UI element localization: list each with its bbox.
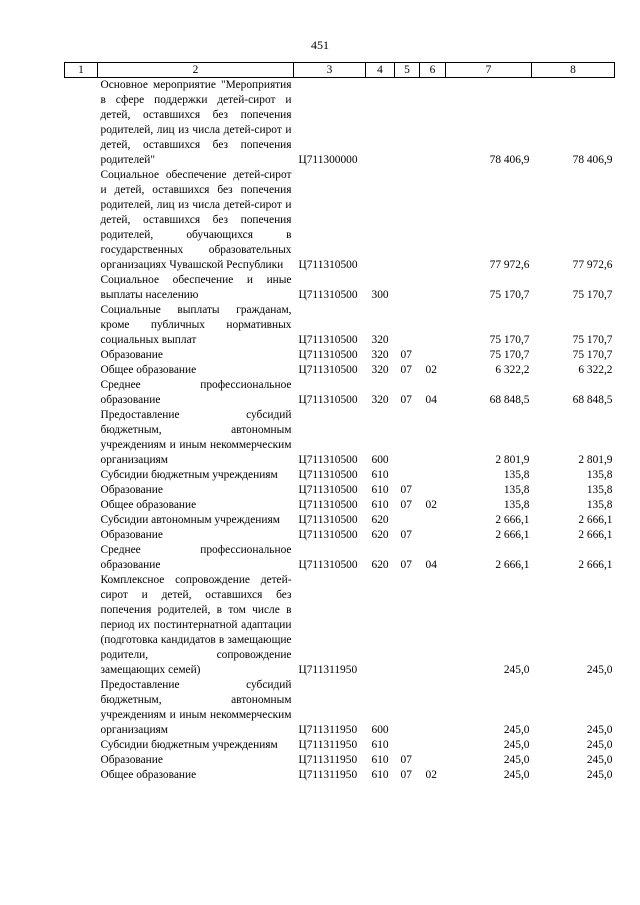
row-section	[395, 573, 420, 678]
table-row	[65, 528, 615, 543]
row-expense-type: 300	[371, 289, 389, 301]
column-number: 2	[98, 63, 294, 78]
table-row	[65, 543, 615, 573]
row-amount-1: 75 170,7	[489, 349, 530, 361]
row-target-article: Ц711311950	[298, 724, 358, 736]
row-amount-1: 68 848,5	[489, 394, 530, 406]
row-subsection	[420, 753, 446, 768]
row-amount-1: 2 666,1	[495, 559, 530, 571]
table-row	[65, 78, 615, 169]
row-target-article: Ц711310500	[298, 499, 358, 511]
row-expense-type	[366, 573, 395, 678]
table-row	[65, 678, 615, 738]
row-amount-2: 245,0	[586, 754, 613, 766]
column-number: 5	[395, 63, 420, 78]
row-subsection: 02	[425, 769, 437, 781]
table-body	[65, 78, 615, 784]
row-expense-type	[366, 78, 395, 169]
row-amount-2: 135,8	[586, 499, 613, 511]
row-amount-2: 245,0	[586, 769, 613, 781]
row-amount-2: 75 170,7	[572, 349, 613, 361]
row-amount-2: 75 170,7	[572, 289, 613, 301]
row-amount-1: 245,0	[503, 739, 530, 751]
row-subsection	[420, 348, 446, 363]
row-amount-1: 245,0	[503, 664, 530, 676]
row-empty-cell	[65, 78, 98, 169]
table-row	[65, 573, 615, 678]
row-section: 07	[400, 529, 412, 541]
row-subsection	[420, 168, 446, 273]
row-empty-cell	[65, 768, 98, 783]
row-empty-cell	[65, 498, 98, 513]
row-section	[395, 408, 420, 468]
row-amount-2: 2 666,1	[578, 559, 613, 571]
row-empty-cell	[65, 738, 98, 753]
row-empty-cell	[65, 753, 98, 768]
row-section	[395, 678, 420, 738]
row-amount-2: 78 406,9	[572, 154, 613, 166]
row-expense-type: 610	[371, 754, 389, 766]
table-row	[65, 378, 615, 408]
row-subsection	[420, 483, 446, 498]
row-name: Социальное обеспечение детей-сирот и детей, оставшихся без попечения родителей, лиц из числа детей-сирот и детей, оставшихся без попечения родителей, обучающихся в государственных образовательных организациях Чувашской Республики	[100, 169, 292, 271]
row-amount-1: 78 406,9	[489, 154, 530, 166]
row-empty-cell	[65, 468, 98, 483]
row-name: Комплексное сопровождение детей-сирот и детей, оставшихся без попечения родителей, в том числе в период их постинтернатной адаптации (подготовка кандидатов в замещающие родители, сопровождение замещающих семей)	[100, 574, 292, 676]
row-empty-cell	[65, 543, 98, 573]
row-target-article: Ц711300000	[298, 154, 358, 166]
row-amount-2: 135,8	[586, 469, 613, 481]
column-number: 7	[446, 63, 532, 78]
budget-table	[64, 62, 615, 783]
row-name: Субсидии бюджетным учреждениям	[100, 469, 278, 481]
row-empty-cell	[65, 303, 98, 348]
page-number: 451	[311, 38, 329, 52]
table-row	[65, 273, 615, 303]
row-amount-2: 245,0	[586, 724, 613, 736]
row-target-article: Ц711311950	[298, 664, 358, 676]
row-target-article: Ц711310500	[298, 559, 358, 571]
row-amount-2: 245,0	[586, 739, 613, 751]
table-row	[65, 408, 615, 468]
row-amount-2: 6 322,2	[578, 364, 613, 376]
row-amount-1: 75 170,7	[489, 289, 530, 301]
row-expense-type: 620	[371, 559, 389, 571]
table-row	[65, 363, 615, 378]
row-name: Образование	[100, 349, 163, 361]
row-amount-2: 2 666,1	[578, 529, 613, 541]
row-section	[395, 468, 420, 483]
row-name: Субсидии автономным учреждениям	[100, 514, 280, 526]
row-amount-1: 2 666,1	[495, 514, 530, 526]
row-empty-cell	[65, 408, 98, 468]
row-expense-type: 320	[371, 364, 389, 376]
row-expense-type: 610	[371, 484, 389, 496]
row-subsection	[420, 528, 446, 543]
row-subsection	[420, 573, 446, 678]
row-subsection	[420, 303, 446, 348]
row-amount-1: 245,0	[503, 724, 530, 736]
row-target-article: Ц711310500	[298, 289, 358, 301]
row-section: 07	[400, 394, 412, 406]
row-section: 07	[400, 754, 412, 766]
row-empty-cell	[65, 513, 98, 528]
row-expense-type: 610	[371, 769, 389, 781]
row-subsection	[420, 738, 446, 753]
row-empty-cell	[65, 378, 98, 408]
row-target-article: Ц711311950	[298, 754, 358, 766]
row-empty-cell	[65, 348, 98, 363]
row-name: Общее образование	[100, 769, 197, 781]
row-empty-cell	[65, 273, 98, 303]
row-expense-type: 320	[371, 334, 389, 346]
column-number: 3	[294, 63, 366, 78]
column-number: 6	[420, 63, 446, 78]
row-subsection: 02	[425, 364, 437, 376]
row-target-article: Ц711310500	[298, 514, 358, 526]
row-target-article: Ц711310500	[298, 364, 358, 376]
row-subsection	[420, 78, 446, 169]
row-amount-2: 75 170,7	[572, 334, 613, 346]
row-name: Общее образование	[100, 499, 197, 511]
row-expense-type: 320	[371, 349, 389, 361]
table-row	[65, 468, 615, 483]
row-amount-1: 75 170,7	[489, 334, 530, 346]
table-row	[65, 348, 615, 363]
row-amount-1: 135,8	[503, 469, 530, 481]
row-subsection	[420, 468, 446, 483]
row-name: Среднее профессиональное образование	[100, 379, 292, 406]
table-row	[65, 513, 615, 528]
row-amount-1: 2 666,1	[495, 529, 530, 541]
row-subsection	[420, 273, 446, 303]
row-empty-cell	[65, 528, 98, 543]
row-section	[395, 513, 420, 528]
row-expense-type: 620	[371, 529, 389, 541]
row-expense-type: 610	[371, 469, 389, 481]
row-target-article: Ц711310500	[298, 469, 358, 481]
column-number: 1	[65, 63, 98, 78]
row-target-article: Ц711311950	[298, 739, 358, 751]
row-section	[395, 168, 420, 273]
row-name: Образование	[100, 484, 163, 496]
row-section: 07	[400, 364, 412, 376]
row-name: Субсидии бюджетным учреждениям	[100, 739, 278, 751]
table-row	[65, 768, 615, 783]
row-target-article: Ц711310500	[298, 259, 358, 271]
row-target-article: Ц711310500	[298, 484, 358, 496]
row-expense-type: 600	[371, 454, 389, 466]
row-name: Образование	[100, 754, 163, 766]
row-section: 07	[400, 769, 412, 781]
row-amount-2: 77 972,6	[572, 259, 613, 271]
row-amount-2: 135,8	[586, 484, 613, 496]
row-amount-2: 2 801,9	[578, 454, 613, 466]
row-name: Социальное обеспечение и иные выплаты населению	[100, 274, 292, 301]
table-row	[65, 303, 615, 348]
row-section	[395, 273, 420, 303]
table-row	[65, 738, 615, 753]
row-amount-1: 245,0	[503, 754, 530, 766]
row-target-article: Ц711310500	[298, 394, 358, 406]
column-number: 8	[532, 63, 615, 78]
row-subsection: 04	[425, 559, 437, 571]
row-amount-2: 2 666,1	[578, 514, 613, 526]
row-amount-1: 6 322,2	[495, 364, 530, 376]
table-row	[65, 168, 615, 273]
table-row	[65, 483, 615, 498]
column-number-row	[65, 63, 615, 78]
row-expense-type: 610	[371, 739, 389, 751]
table-row	[65, 753, 615, 768]
row-name: Основное мероприятие "Мероприятия в сфере поддержки детей-сирот и детей, оставшихся без попечения родителей, лиц из числа детей-сирот и детей, оставшихся без попечения родителей"	[100, 79, 292, 166]
row-amount-2: 245,0	[586, 664, 613, 676]
row-expense-type: 320	[371, 394, 389, 406]
row-section	[395, 303, 420, 348]
row-section	[395, 738, 420, 753]
row-empty-cell	[65, 573, 98, 678]
row-name: Социальные выплаты гражданам, кроме публичных нормативных социальных выплат	[100, 304, 292, 346]
row-subsection: 04	[425, 394, 437, 406]
row-name: Предоставление субсидий бюджетным, автономным учреждениям и иным некоммерческим организациям	[100, 679, 292, 736]
row-target-article: Ц711310500	[298, 334, 358, 346]
row-expense-type	[366, 168, 395, 273]
row-amount-2: 68 848,5	[572, 394, 613, 406]
row-amount-1: 135,8	[503, 499, 530, 511]
row-amount-1: 245,0	[503, 769, 530, 781]
row-name: Среднее профессиональное образование	[100, 544, 292, 571]
row-name: Предоставление субсидий бюджетным, автономным учреждениям и иным некоммерческим организациям	[100, 409, 292, 466]
row-section: 07	[400, 484, 412, 496]
row-name: Общее образование	[100, 364, 197, 376]
row-empty-cell	[65, 363, 98, 378]
row-amount-1: 2 801,9	[495, 454, 530, 466]
row-amount-1: 135,8	[503, 484, 530, 496]
row-target-article: Ц711310500	[298, 529, 358, 541]
row-expense-type: 620	[371, 514, 389, 526]
row-section: 07	[400, 559, 412, 571]
row-empty-cell	[65, 678, 98, 738]
row-empty-cell	[65, 483, 98, 498]
row-target-article: Ц711310500	[298, 349, 358, 361]
row-target-article: Ц711310500	[298, 454, 358, 466]
row-name: Образование	[100, 529, 163, 541]
row-section: 07	[400, 499, 412, 511]
row-amount-1: 77 972,6	[489, 259, 530, 271]
row-subsection: 02	[425, 499, 437, 511]
row-section: 07	[400, 349, 412, 361]
table-row	[65, 498, 615, 513]
row-expense-type: 600	[371, 724, 389, 736]
row-section	[395, 78, 420, 169]
row-subsection	[420, 408, 446, 468]
row-expense-type: 610	[371, 499, 389, 511]
row-target-article: Ц711311950	[298, 769, 358, 781]
column-number: 4	[366, 63, 395, 78]
row-subsection	[420, 513, 446, 528]
row-subsection	[420, 678, 446, 738]
row-empty-cell	[65, 168, 98, 273]
